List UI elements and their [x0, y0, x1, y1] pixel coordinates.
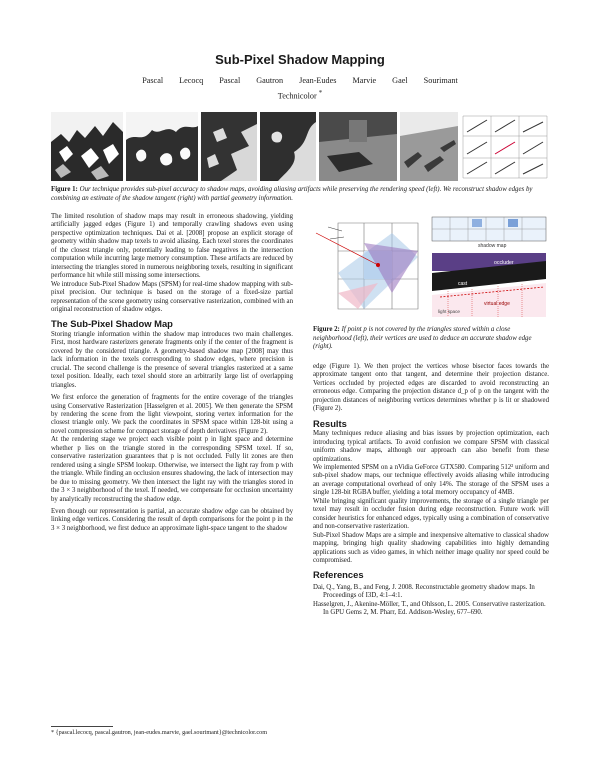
affiliation	[0, 90, 600, 101]
figure-2	[308, 213, 550, 320]
author-1: Pascal Lecocq	[142, 76, 204, 85]
figure2-label: Figure 2:	[313, 326, 340, 333]
intro-paragraph: We introduce Sub-Pixel Shadow Maps (SPSM) for real-time shadow mapping with sub-pixel precision. Our technique is based on the storage of a fixed-size partial representation of the scene geometry using conservative rasterization, combined with an original reconstruction of shadow edges.	[51, 280, 293, 313]
section-heading: The Sub-Pixel Shadow Map	[51, 318, 173, 330]
reference-item: Hasselgren, J., Akenine-Möller, T., and Ohlsson, L. 2005. Conservative rasterization. In GPU Gems 2, M. Pharr, Ed. Addison-Wesley, 677–690.	[313, 600, 546, 617]
figure1-panel-tangent-diagram	[461, 112, 549, 181]
figure2-label-virtual-edge: virtual edge	[484, 301, 510, 307]
affiliation-mark: *	[318, 90, 323, 97]
figure1-panel-spsm-leaves	[126, 112, 198, 181]
author-list	[0, 76, 600, 85]
figure2-label-cast: cast	[458, 281, 468, 287]
figure2-caption-text: If point p is not covered by the triangles stored within a close neighborhood (left), their vertices are used to deduce an accurate shadow edge (right).	[313, 326, 532, 351]
author-2: Pascal Gautron	[219, 76, 284, 85]
affiliation-name: Technicolor	[277, 91, 317, 101]
author-4: Gael Sourimant	[392, 76, 458, 85]
results-paragraph: While bringing significant quality improvements, the storage of a single triangle per texel may result in occluder fusion during edge reconstruction. Future work will consider heuristics for enhanced edges, typically using a combination of conservative and non-conservative rasterization.	[313, 497, 549, 531]
figure1-label: Figure 1:	[51, 186, 78, 193]
results-paragraph: Many techniques reduce aliasing and bias issues by projection optimization, each introducing typical artifacts. To avoid confusion we compare SPSM with classical uniform shadow maps, although our approach can also benefit from these optimizations.	[313, 430, 549, 463]
figure1-panel-scene	[319, 112, 397, 181]
body-paragraph: At the rendering stage we project each visible point p in light space and determine whether p lies on the triangle stored in the corresponding SPSM texel. If so, conservative rasterization guarantees that p is not occluded. Fully lit zones are then rendered using a single SPSM lookup. Otherwise, we intersect the light ray from p with the triangle. While finding an occlusion ensures shadowing, the lack of intersection may be due to missing geometry. We then intersect the light ray with the triangles stored in the 3 × 3 neighborhood of the texel. If needed, we compensate for occlusion uncertainty by analytically reconstructing the shadow edge.	[51, 436, 293, 503]
right-column	[313, 363, 549, 618]
figure1-panel-closeup-aliased	[201, 112, 257, 181]
body-paragraph: We first enforce the generation of fragments for the entire coverage of the triangles using Conservative Rasterization [Hasselgren et al. 2005]. We then generate the SPSM by rendering the scene from the light viewpoint, storing vertex information for the closest triangle only. We pack the coordinates in SPSM space within 128-bit using a novel compression scheme for compact storage of depth derivatives (Figure 2).	[51, 394, 293, 435]
author-3: Jean-Eudes Marvie	[299, 76, 377, 85]
footnote: * {pascal.lecocq, pascal.gautron, jean-eudes.marvie, gael.sourimant}@technicolor.com	[51, 729, 268, 736]
figure2-label-light-space: light space	[438, 309, 460, 314]
left-column	[51, 213, 293, 533]
body-paragraph: Even though our representation is partial, an accurate shadow edge can be obtained by linking edge vertices. Considering the result of depth comparisons for the point p in the 3 × 3 neighborhood, we first deduce an approximate light-space tangent to the shadow	[51, 507, 293, 532]
footnote-rule	[51, 726, 113, 727]
reference-item: Dai, Q., Yang, B., and Feng, J. 2008. Reconstructable geometry shadow maps. In Proceedings of I3D, 4:1–4:1.	[313, 583, 535, 600]
references-heading: References	[313, 569, 364, 581]
figure1-panel-grass-shadows	[400, 112, 458, 181]
results-paragraph: Sub-Pixel Shadow Maps are a simple and inexpensive alternative to classical shadow mapping, bringing high quality shadowing capabilities into highly demanding applications such as video games, in which neither image quality nor speed could be compromised.	[313, 531, 549, 564]
figure1-caption	[51, 186, 549, 203]
paper-title: Sub-Pixel Shadow Mapping	[215, 52, 385, 67]
intro-paragraph: The limited resolution of shadow maps may result in erroneous shadowing, yielding artificially jagged edges (Figure 1) and temporally crawling shadows even using perspective optimization techniques. Dai et al. [2008] propose an explicit storage of geometry within shadow map texels to avoid aliasing. Each texel stores the coordinates of the closest triangle only, potentially leading to false negatives in the intersection computation while incurring large memory consumption. These artifacts are reduced by intersecting the triangles stored in numerous neighboring texels, resulting in significant performance hit while still missing some intersections.	[51, 213, 293, 280]
figure1-caption-text: Our technique provides sub-pixel accuracy to shadow maps, avoiding aliasing artifacts while preserving the rendering speed (left). We reconstruct shadow edges by combining an estimate of the shadow tangent (right) with partial geometry information.	[51, 186, 533, 202]
figure-1	[51, 112, 549, 181]
results-paragraph: We implemented SPSM on a nVidia GeForce GTX580. Comparing 512² uniform and sub-pixel shadow maps, our technique effectively avoids aliasing while introducing an average computational overhead of only 14%. The storage of the SPSM uses a single 128-bit RGBA buffer, yielding a total memory occupancy of 4MB.	[313, 463, 549, 497]
body-paragraph: edge (Figure 1). We then project the vertices whose bisector faces towards the approximate tangent onto that tangent, and determine their projection distance. Vertices occluded by projected edges are discarded to avoid reconstructing an erroneous edge. Comparing the projection distance d_p of p on the tangent with the projection distances of neighboring vertices determines whether p is lit or shadowed (Figure 2).	[313, 363, 549, 413]
body-paragraph: Storing triangle information within the shadow map introduces two main challenges. First, most hardware rasterizers generate fragments only if the center of the fragment is covered by the considered triangle. A geometry-based shadow map [2008] may thus lack information in the texels corresponding to shadow edges, where precision is crucial. The second challenge is the presence of several triangles rasterized at a same texel position. Ideally, each texel should store an arbitrarily large list of overlapping triangles.	[51, 330, 293, 389]
results-heading: Results	[313, 417, 347, 429]
figure2-label-occluder: occluder	[494, 260, 514, 266]
figure1-panel-closeup-spsm	[260, 112, 316, 181]
figure1-panel-aliased-leaves	[51, 112, 123, 181]
figure2-caption	[313, 326, 549, 352]
figure2-label-shadow-map: shadow map	[478, 243, 507, 249]
